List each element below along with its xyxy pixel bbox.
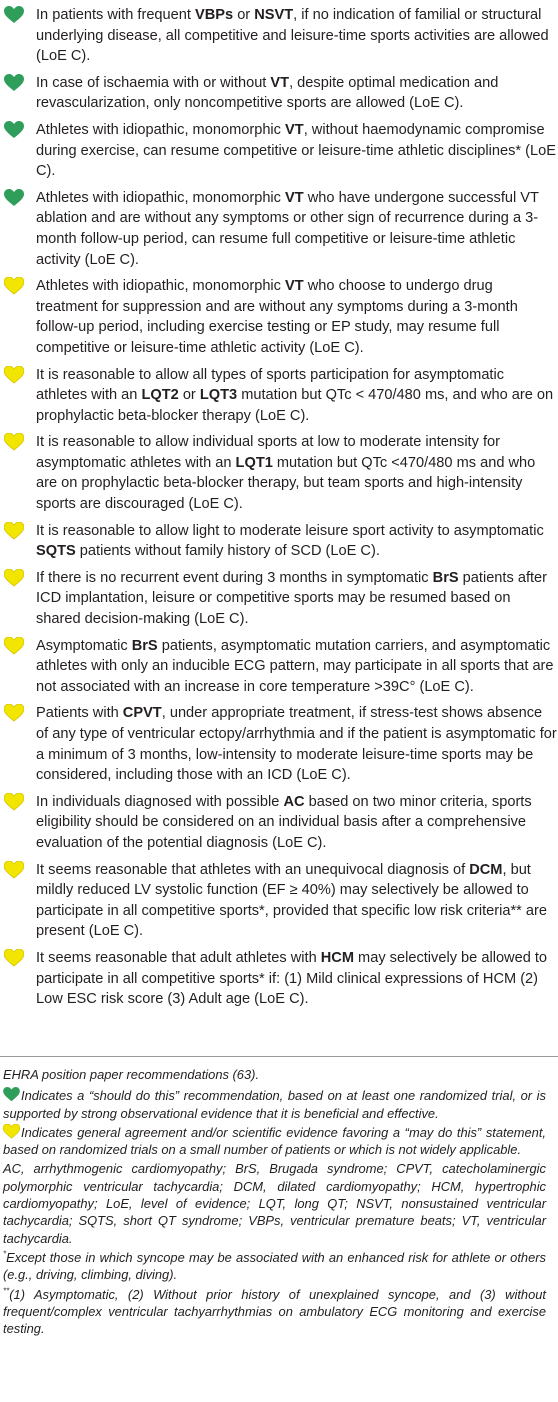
footer-abbreviations: AC, arrhythmogenic cardiomyopathy; BrS, Brugada syndrome; CPVT, catecholaminergic polymorphic ventricular tachycardia; DCM, dilated cardiomyopathy; HCM, hypertrophic cardiomyopathy; LoE, level of evidence; LQT, long QT; NSVT, nonsustained ventricular tachycardia; SQTS, short QT syndrome; VBPs, ventricular premature beats; VT, ventricular tachycardia. xyxy=(3,1161,546,1246)
text-segment: It is reasonable to allow light to moderate leisure sport activity to asymptomatic xyxy=(36,522,544,539)
yellow-heart-icon xyxy=(4,366,24,384)
text-segment: who choose to undergo drug treatment for suppression and are without any symptoms during a 3-month follow-up period, including exercise testing or EP study, may resume full competitive or leisure-time athletic activity (LoE C). xyxy=(36,278,518,356)
recommendation-text xyxy=(36,521,558,562)
recommendation-text xyxy=(36,432,558,514)
text-segment: may selectively be allowed to participate in all competitive sports* if: (1) Mild clinical expressions of HCM (2) Low ESC risk score (3) Adult age (LoE C). xyxy=(36,949,548,1008)
yellow-heart-icon xyxy=(4,637,24,655)
recommendation-row xyxy=(0,432,558,514)
recommendation-row xyxy=(0,948,558,1010)
footer-strong-note xyxy=(3,1087,552,1122)
text-segment: Patients with xyxy=(36,705,123,722)
recommendation-row xyxy=(0,860,558,942)
condition-term: CPVT xyxy=(122,705,162,722)
recommendation-text xyxy=(36,73,558,114)
text-segment: In individuals diagnosed with possible xyxy=(36,793,284,810)
note-2-text: (1) Asymptomatic, (2) Without prior history of unexplained syncope, and (3) without frequent/complex ventricular tachyarrhythmias on ambulatory ECG monitoring and exercise testing. xyxy=(3,1286,546,1337)
text-segment: Athletes with idiopathic, monomorphic xyxy=(36,121,286,138)
text-segment: , under appropriate treatment, if stress-test shows absence of any type of ventricular ectopy/arrhythmia and if the patient is asymptomatic for a minimum of 3 months, low-intensity to moderate leisure-time sports may be considered, including those with an ICD (LoE C). xyxy=(36,705,557,784)
yellow-heart-icon xyxy=(4,949,24,967)
text-segment: In case of ischaemia with or without xyxy=(36,74,271,91)
recommendation-text xyxy=(36,948,558,1010)
condition-term: BrS xyxy=(432,569,459,586)
note-1-text: Except those in which syncope may be associated with an enhanced risk for athlete or others (e.g., driving, climbing, diving). xyxy=(3,1249,546,1283)
table-divider xyxy=(0,1056,558,1057)
yellow-heart-icon xyxy=(4,704,24,722)
recommendation-row xyxy=(0,703,558,785)
text-segment: , if no indication of familial or structural underlying disease, all competitive and leisure-time sports activities are allowed (LoE C). xyxy=(36,7,549,65)
recommendation-text xyxy=(36,703,558,785)
text-segment: Asymptomatic xyxy=(36,637,132,654)
text-segment: 40%) may selectively be allowed to participate in all competitive sports*, provided that specific low risk criteria** are present (LoE C). xyxy=(36,882,547,940)
recommendation-text xyxy=(36,188,558,270)
recommendation-row xyxy=(0,73,558,114)
recommendation-text xyxy=(36,5,558,67)
recommendation-text xyxy=(36,120,558,182)
condition-term: SQTS xyxy=(36,543,76,560)
condition-term: DCM xyxy=(469,861,503,878)
recommendation-text xyxy=(36,792,558,854)
text-segment: patients without family history of SCD (LoE C). xyxy=(75,543,380,560)
text-segment: mutation but QTc < 470/480 ms, and who are on prophylactic beta-blocker therapy (LoE C). xyxy=(36,387,554,424)
text-segment: It seems reasonable that adult athletes with xyxy=(36,949,321,966)
text-segment: who have undergone successful VT ablation and are without any symptoms or other sign of recurrence during a 3-month follow-up period, can resume full competitive or leisure-time athletic activity (LoE C). xyxy=(36,189,539,268)
condition-term: HCM xyxy=(320,949,354,966)
green-heart-icon xyxy=(4,74,24,92)
strong-note-text: Indicates a “should do this” recommendation, based on at least one randomized trial, or is supported by strong observational evidence that it is beneficial and effective. xyxy=(3,1088,546,1121)
recommendation-row xyxy=(0,521,558,562)
note-2-mark: ** xyxy=(3,1286,10,1296)
footer-note-2 xyxy=(3,1286,552,1338)
green-heart-icon xyxy=(4,121,24,139)
recommendation-text xyxy=(36,568,558,630)
recommendation-row xyxy=(0,188,558,270)
condition-term: LQT3 xyxy=(199,387,238,404)
recommendation-row xyxy=(0,568,558,630)
footer-note-1 xyxy=(3,1249,552,1284)
recommendation-text xyxy=(36,365,558,427)
recommendation-row xyxy=(0,792,558,854)
text-segment: based on two minor criteria, sports eligibility should be considered on an individual basis after a comprehensive evaluation of the potential diagnosis (LoE C). xyxy=(36,793,532,851)
text-segment: It is reasonable to allow individual sports at low to moderate intensity for asymptomatic athletes with an xyxy=(36,434,500,471)
text-segment: ≥ xyxy=(289,882,298,899)
text-segment: , but mildly reduced LV systolic function (EF xyxy=(36,861,531,899)
green-heart-icon xyxy=(4,6,24,24)
text-segment: or xyxy=(233,7,255,23)
recommendation-row xyxy=(0,120,558,182)
recommendation-row xyxy=(0,636,558,698)
condition-term: VBPs xyxy=(195,7,234,23)
green-heart-icon xyxy=(3,1087,20,1102)
condition-term: VT xyxy=(285,278,304,295)
recommendation-row xyxy=(0,276,558,358)
condition-term: VT xyxy=(270,74,290,91)
condition-term: AC xyxy=(283,793,305,810)
recommendation-text xyxy=(36,636,558,698)
condition-term: VT xyxy=(285,121,304,138)
text-segment: , despite optimal medication and revascularization, only noncompetitive sports are allowed (LoE C). xyxy=(36,74,499,112)
table-footer xyxy=(3,1066,552,1337)
text-segment: In patients with frequent xyxy=(36,7,196,23)
yellow-heart-icon xyxy=(3,1124,20,1139)
recommendation-row xyxy=(0,365,558,427)
text-segment: Athletes with idiopathic, monomorphic xyxy=(36,189,286,206)
text-segment: or xyxy=(178,387,200,404)
yellow-heart-icon xyxy=(4,522,24,540)
text-segment: If there is no recurrent event during 3 months in symptomatic xyxy=(36,569,433,586)
weak-note-text: Indicates general agreement and/or scientific evidence favoring a “may do this” statement, based on randomized trials on a small number of patients or which is not widely applicable. xyxy=(3,1124,546,1158)
recommendation-row xyxy=(0,5,558,67)
footer-source: EHRA position paper recommendations (63). xyxy=(3,1067,260,1082)
text-segment: It is reasonable to allow all types of sports participation for asymptomatic athletes with an xyxy=(36,366,505,404)
text-segment: patients, asymptomatic mutation carriers, and asymptomatic athletes with only an inducible ECG pattern, may participate in all sports that are not associated with an increase in core temperature >39C° (LoE C). xyxy=(36,637,554,695)
green-heart-icon xyxy=(4,189,24,207)
text-segment: mutation but QTc <470/480 ms and who are on prophylactic beta-blocker therapy, but team sports and high-intensity sports are discouraged (LoE C). xyxy=(36,454,536,513)
yellow-heart-icon xyxy=(4,433,24,451)
note-1-mark: * xyxy=(3,1249,7,1259)
yellow-heart-icon xyxy=(4,277,24,295)
recommendation-text xyxy=(36,276,558,358)
footer-weak-note xyxy=(3,1124,552,1159)
condition-term: LQT2 xyxy=(141,387,179,404)
condition-term: NSVT xyxy=(254,7,294,23)
condition-term: BrS xyxy=(131,637,158,654)
text-segment: It seems reasonable that athletes with an unequivocal diagnosis of xyxy=(36,861,470,878)
yellow-heart-icon xyxy=(4,793,24,811)
condition-term: VT xyxy=(285,189,304,206)
text-segment: , without haemodynamic compromise during exercise, can resume competitive or leisure-time athletic disciplines* (LoE C). xyxy=(36,121,556,180)
text-segment: Athletes with idiopathic, monomorphic xyxy=(36,278,286,295)
text-segment: patients after ICD implantation, leisure or competitive sports may be resumed based on shared decision-making (LoE C). xyxy=(36,569,548,628)
yellow-heart-icon xyxy=(4,861,24,879)
condition-term: LQT1 xyxy=(235,454,273,471)
recommendation-text xyxy=(36,860,558,942)
yellow-heart-icon xyxy=(4,569,24,587)
